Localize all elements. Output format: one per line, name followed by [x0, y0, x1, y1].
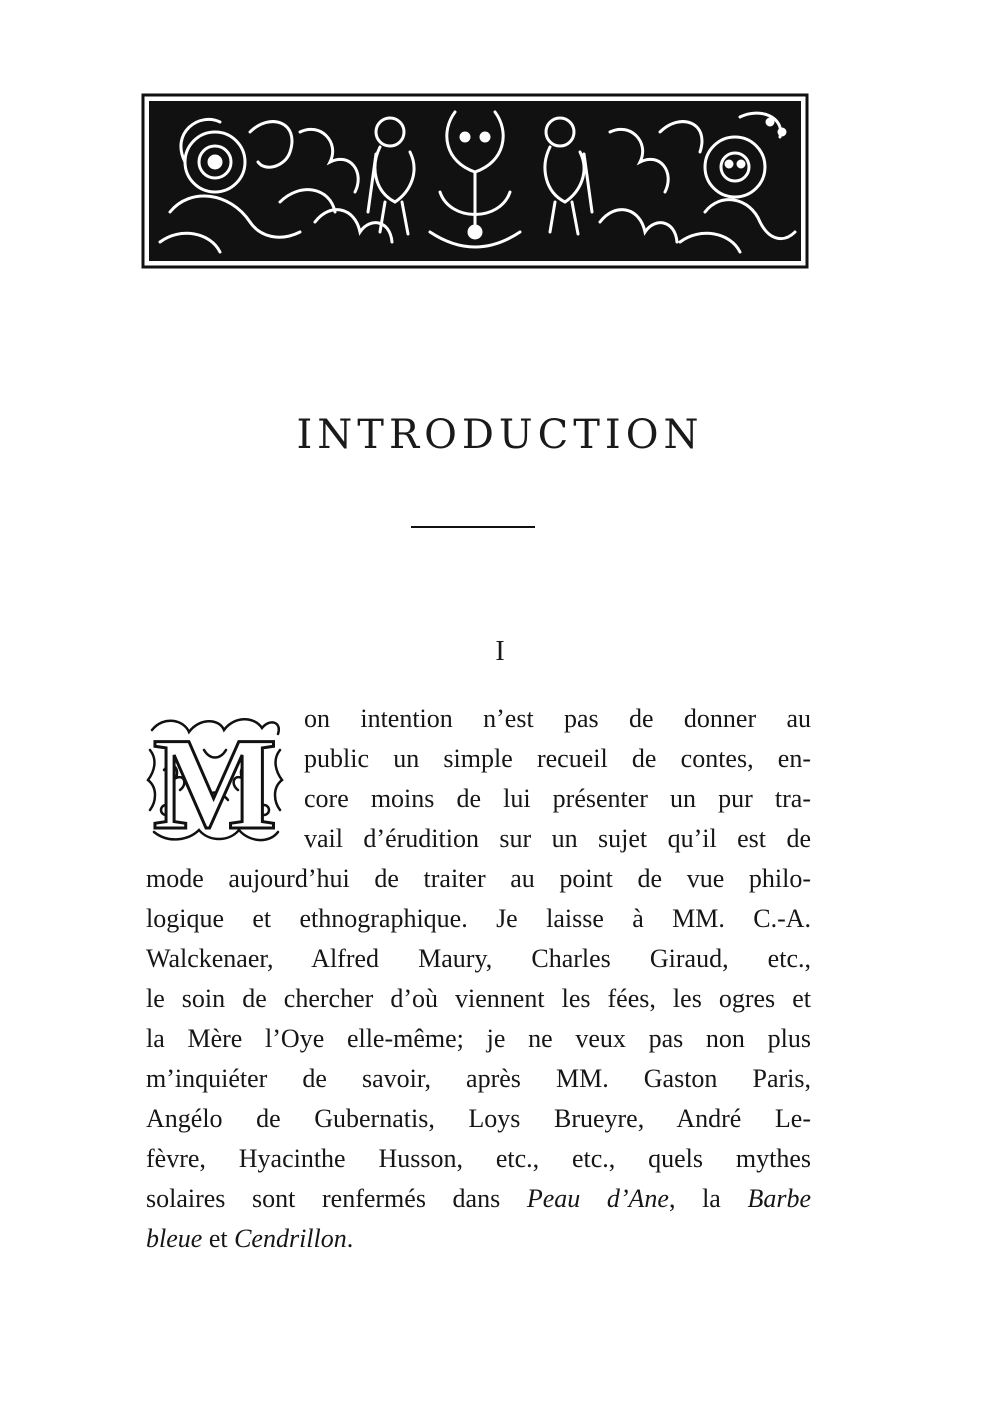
paragraph-line: le soin de chercher d’où viennent les fées, les ogres et [146, 984, 811, 1013]
paragraph-line: public un simple recueil de contes, en- [304, 744, 811, 773]
paragraph-line: Angélo de Gubernatis, Loys Brueyre, André Le- [146, 1104, 811, 1133]
title-peau-d-ane: Peau d’Ane [526, 1184, 669, 1213]
paragraph-line: on intention n’est pas de donner au [304, 704, 811, 733]
paragraph-line: core moins de lui présenter un pur tra- [304, 784, 811, 813]
paragraph-line: Walckenaer, Alfred Maury, Charles Giraud, etc., [146, 944, 811, 973]
line-text: solaires sont renfermés dans [146, 1184, 527, 1213]
title-divider [411, 526, 535, 528]
ornamental-headpiece-icon [140, 92, 810, 270]
title-cendrillon: Cendrillon [234, 1224, 347, 1253]
line-text: . [346, 1224, 354, 1253]
section-number: I [495, 636, 505, 667]
paragraph-line [146, 1182, 811, 1216]
paragraph-line: logique et ethnographique. Je laisse à MM. C.-A. [146, 904, 811, 933]
paragraph-line: m’inquiéter de savoir, après MM. Gaston Paris, [146, 1064, 811, 1093]
decorated-drop-cap-icon [144, 710, 286, 848]
paragraph-line: la Mère l’Oye elle-même; je ne veux pas non plus [146, 1024, 811, 1053]
title-bleue: bleue [146, 1224, 203, 1253]
page-title: INTRODUCTION [296, 412, 704, 458]
line-text: , la [668, 1184, 748, 1213]
drop-cap-letter: M [152, 710, 278, 848]
paragraph-line: vail d’érudition sur un sujet qu’il est de [304, 824, 811, 853]
title-barbe: Barbe [747, 1184, 811, 1213]
paragraph-line: fèvre, Hyacinthe Husson, etc., etc., quels mythes [146, 1144, 811, 1173]
paragraph-line [146, 1222, 811, 1256]
paragraph-line: mode aujourd’hui de traiter au point de vue philo- [146, 864, 811, 893]
line-text: et [202, 1224, 235, 1253]
